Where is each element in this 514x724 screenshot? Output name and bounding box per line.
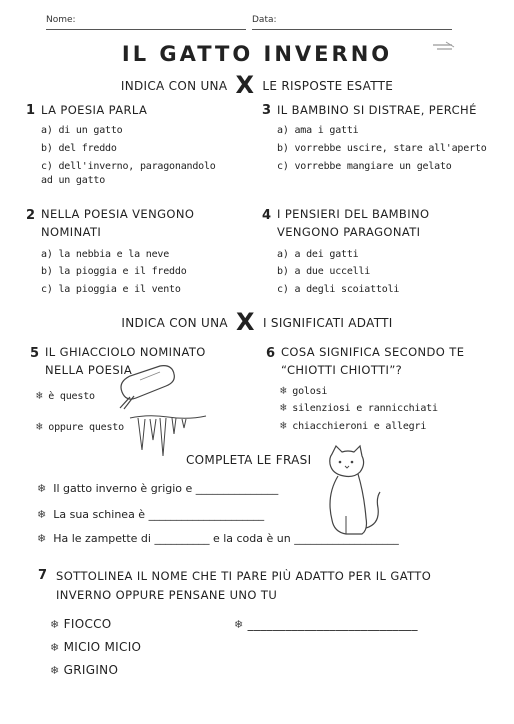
complete-line-1[interactable] xyxy=(37,482,278,495)
q1-option-c-cont: ad un gatto xyxy=(41,175,106,186)
q2-title-line1: NELLA POESIA VENGONO xyxy=(41,207,195,221)
complete-line-2[interactable] xyxy=(37,508,264,521)
q7-option-3[interactable] xyxy=(50,663,118,677)
q4-title-line2: VENGONO PARAGONATI xyxy=(277,225,421,239)
q4-option-c[interactable]: c) a degli scoiattoli xyxy=(277,284,400,295)
q1-option-c[interactable]: c) dell'inverno, paragonandolo xyxy=(41,161,216,172)
q6-option-2-label: silenziosi e rannicchiati xyxy=(292,403,438,414)
snowflake-icon: ❄ xyxy=(37,482,47,495)
date-field[interactable] xyxy=(252,29,452,30)
q1-number: 1 xyxy=(26,103,36,118)
cat-illustration xyxy=(318,444,384,544)
name-label: Nome: xyxy=(46,15,76,25)
q3-option-c[interactable]: c) vorrebbe mangiare un gelato xyxy=(277,161,452,172)
complete-line-1-text: Il gatto inverno è grigio e _______________ xyxy=(53,482,279,495)
instruction-1-after: LE RISPOSTE ESATTE xyxy=(262,79,394,93)
page-title: IL GATTO INVERNO xyxy=(121,42,393,66)
snowflake-icon: ❄ xyxy=(280,384,287,397)
instruction-2-before: INDICA CON UNA xyxy=(121,316,228,330)
q4-number: 4 xyxy=(262,208,272,223)
x-mark-icon: X xyxy=(236,308,255,336)
q7-title-line1: SOTTOLINEA IL NOME CHE TI PARE PIÙ ADATTO PER IL GATTO xyxy=(56,569,432,583)
snowflake-icon: ❄ xyxy=(50,641,60,654)
snowflake-icon: ❄ xyxy=(280,419,287,432)
q6-title-line1: COSA SIGNIFICA SECONDO TE xyxy=(281,345,465,359)
name-field[interactable] xyxy=(46,29,246,30)
q1-option-b[interactable]: b) del freddo xyxy=(41,143,117,154)
snowflake-icon: ❄ xyxy=(234,618,244,631)
q6-option-1-label: golosi xyxy=(292,386,328,397)
complete-line-3[interactable] xyxy=(37,532,399,545)
instruction-2 xyxy=(0,308,514,336)
complete-heading: COMPLETA LE FRASI xyxy=(186,453,312,467)
q5-option-1[interactable] xyxy=(36,389,95,404)
instruction-2-after: I SIGNIFICATI ADATTI xyxy=(262,316,393,330)
q4-option-b[interactable]: b) a due uccelli xyxy=(277,266,371,277)
q2-title-line2: NOMINATI xyxy=(41,225,102,239)
complete-line-2-text: La sua schinea è _____________________ xyxy=(53,508,265,521)
q6-option-3[interactable] xyxy=(280,419,426,434)
snowflake-icon: ❄ xyxy=(50,664,60,677)
q5-title-line1: IL GHIACCIOLO NOMINATO xyxy=(45,345,206,359)
q4-title-line1: I PENSIERI DEL BAMBINO xyxy=(277,207,430,221)
q3-title: IL BAMBINO SI DISTRAE, PERCHÉ xyxy=(277,103,477,117)
q7-option-1[interactable] xyxy=(50,617,112,631)
q3-number: 3 xyxy=(262,103,272,118)
q7-option-1-label: FIOCCO xyxy=(63,617,112,631)
q3-option-a[interactable]: a) ama i gatti xyxy=(277,125,359,136)
q2-option-c[interactable]: c) la pioggia e il vento xyxy=(41,284,181,295)
snowflake-icon: ❄ xyxy=(280,401,287,414)
q7-custom-blank: ___________________________ xyxy=(247,617,418,631)
q5-number: 5 xyxy=(30,346,40,361)
q6-option-3-label: chiacchieroni e allegri xyxy=(292,421,427,432)
q5-option-1-label: è questo xyxy=(48,391,95,402)
q6-title-line2: “CHIOTTI CHIOTTI”? xyxy=(281,363,403,377)
q5-title-line2: NELLA POESIA xyxy=(45,363,133,377)
q2-number: 2 xyxy=(26,208,36,223)
q7-custom-name[interactable] xyxy=(234,617,418,631)
q7-option-2[interactable] xyxy=(50,640,141,654)
q7-option-3-label: GRIGINO xyxy=(63,663,119,677)
q2-option-b[interactable]: b) la pioggia e il freddo xyxy=(41,266,187,277)
complete-line-3-text: Ha le zampette di __________ e la coda è un ___________________ xyxy=(53,532,399,545)
x-mark-icon: X xyxy=(235,71,255,99)
q3-option-b[interactable]: b) vorrebbe uscire, stare all'aperto xyxy=(277,143,487,154)
instruction-1-before: INDICA CON UNA xyxy=(120,79,228,93)
snowflake-icon: ❄ xyxy=(37,508,47,521)
q7-option-2-label: MICIO MICIO xyxy=(63,640,142,654)
q1-title: LA POESIA PARLA xyxy=(41,103,148,117)
snowflake-icon: ❄ xyxy=(50,618,60,631)
instruction-1 xyxy=(0,71,514,99)
q4-option-a[interactable]: a) a dei gatti xyxy=(277,249,359,260)
q5-option-2[interactable] xyxy=(36,420,124,435)
q5-option-2-label: oppure questo xyxy=(48,422,124,433)
date-label: Data: xyxy=(252,15,277,25)
snowflake-icon: ❄ xyxy=(37,532,47,545)
pencil-icon xyxy=(430,40,456,54)
q6-option-1[interactable] xyxy=(280,384,327,399)
q1-option-a[interactable]: a) di un gatto xyxy=(41,125,123,136)
q7-number: 7 xyxy=(38,568,48,583)
snowflake-icon: ❄ xyxy=(36,420,43,433)
q6-number: 6 xyxy=(266,346,276,361)
q6-option-2[interactable] xyxy=(280,401,438,416)
popsicle-icon xyxy=(110,362,178,412)
snowflake-icon: ❄ xyxy=(36,389,43,402)
q2-option-a[interactable]: a) la nebbia e la neve xyxy=(41,249,170,260)
q7-title-line2: INVERNO OPPURE PENSANE UNO TU xyxy=(56,588,278,602)
